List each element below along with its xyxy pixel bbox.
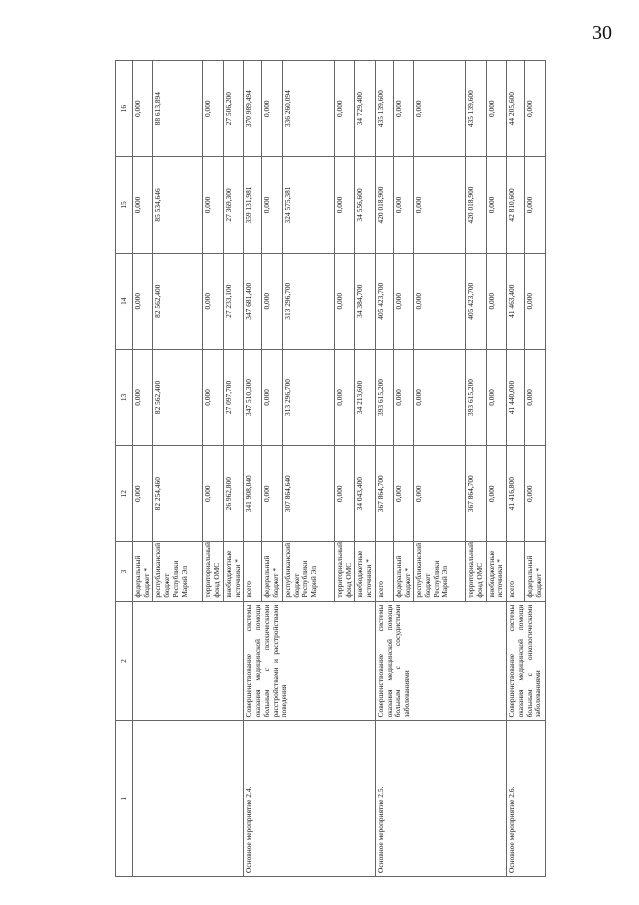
value-cell: 0,000 (262, 157, 282, 253)
column-header: 15 (116, 157, 133, 253)
value-cell: 0,000 (393, 446, 413, 542)
value-cell: 0,000 (262, 349, 282, 445)
value-cell: 0,000 (393, 349, 413, 445)
funding-source: федеральный бюджет * (262, 542, 282, 601)
value-cell: 0,000 (262, 61, 282, 157)
value-cell: 26 962,800 (223, 446, 243, 542)
value-cell: 44 205,600 (507, 61, 525, 157)
value-cell: 0,000 (525, 253, 545, 349)
value-cell: 85 534,646 (153, 157, 203, 253)
value-cell: 0,000 (525, 157, 545, 253)
table-row (244, 61, 262, 877)
value-cell: 313 296,700 (282, 349, 334, 445)
value-cell: 0,000 (334, 61, 354, 157)
column-header: 13 (116, 349, 133, 445)
value-cell: 435 139,600 (466, 61, 486, 157)
budget-table (115, 60, 546, 877)
funding-source: всего (244, 542, 262, 601)
funding-source: республиканский бюджет Республики Марий Эл (282, 542, 334, 601)
value-cell: 0,000 (203, 253, 223, 349)
table-row (133, 61, 153, 877)
funding-source: всего (507, 542, 525, 601)
funding-source: республиканский бюджет Республики Марий Эл (414, 542, 466, 601)
value-cell: 341 908,040 (244, 446, 262, 542)
column-header: 3 (116, 542, 133, 601)
measure-cell: Основное мероприятие 2.4. (244, 721, 375, 877)
value-cell: 0,000 (133, 61, 153, 157)
value-cell: 405 423,700 (466, 253, 486, 349)
rotated-table-page (115, 60, 639, 877)
value-cell: 347 681,400 (244, 253, 262, 349)
value-cell: 34 729,400 (355, 61, 375, 157)
value-cell: 0,000 (334, 253, 354, 349)
value-cell: 0,000 (334, 349, 354, 445)
value-cell: 0,000 (414, 446, 466, 542)
value-cell: 34 213,600 (355, 349, 375, 445)
value-cell: 34 384,700 (355, 253, 375, 349)
description-cell: Совершенствование системы оказания медицинской помощи больным с психическими расстройствами и расстройствами поведения (244, 601, 375, 721)
value-cell: 0,000 (525, 446, 545, 542)
value-cell: 0,000 (393, 61, 413, 157)
value-cell: 0,000 (133, 157, 153, 253)
funding-source: территориальный фонд ОМС (466, 542, 486, 601)
table-row (507, 61, 525, 877)
value-cell: 359 131,981 (244, 157, 262, 253)
value-cell: 0,000 (393, 157, 413, 253)
funding-source: внебюджетные источники * (355, 542, 375, 601)
value-cell: 0,000 (486, 349, 506, 445)
funding-source: внебюджетные источники * (486, 542, 506, 601)
value-cell: 0,000 (262, 253, 282, 349)
value-cell: 405 423,700 (375, 253, 393, 349)
funding-source: внебюджетные источники * (223, 542, 243, 601)
value-cell: 367 864,700 (375, 446, 393, 542)
value-cell: 0,000 (262, 446, 282, 542)
value-cell: 0,000 (414, 61, 466, 157)
value-cell: 82 562,400 (153, 253, 203, 349)
value-cell: 0,000 (133, 446, 153, 542)
value-cell: 420 018,900 (466, 157, 486, 253)
value-cell: 82 562,400 (153, 349, 203, 445)
funding-source: федеральный бюджет * (525, 542, 545, 601)
value-cell: 41 416,800 (507, 446, 525, 542)
value-cell: 34 556,600 (355, 157, 375, 253)
column-header: 14 (116, 253, 133, 349)
value-cell: 393 615,200 (466, 349, 486, 445)
description-cell: Совершенствование системы оказания медицинской помощи больным с онкологическими заболеваниями (507, 601, 545, 721)
funding-source: территориальный фонд ОМС (203, 542, 223, 601)
funding-source: федеральный бюджет * (133, 542, 153, 601)
value-cell: 0,000 (525, 61, 545, 157)
value-cell: 0,000 (414, 349, 466, 445)
value-cell: 0,000 (334, 446, 354, 542)
funding-source: всего (375, 542, 393, 601)
value-cell: 0,000 (486, 61, 506, 157)
value-cell: 42 810,600 (507, 157, 525, 253)
value-cell: 0,000 (486, 253, 506, 349)
measure-cell: Основное мероприятие 2.6. (507, 721, 545, 877)
value-cell: 0,000 (203, 157, 223, 253)
value-cell: 0,000 (414, 253, 466, 349)
value-cell: 393 615,200 (375, 349, 393, 445)
funding-source: республиканский бюджет Республики Марий Эл (153, 542, 203, 601)
value-cell: 0,000 (486, 446, 506, 542)
value-cell: 82 254,460 (153, 446, 203, 542)
value-cell: 34 043,400 (355, 446, 375, 542)
column-header: 1 (116, 721, 133, 877)
value-cell: 0,000 (334, 157, 354, 253)
column-header: 2 (116, 601, 133, 721)
value-cell: 370 989,494 (244, 61, 262, 157)
value-cell: 313 296,700 (282, 253, 334, 349)
value-cell: 336 260,094 (282, 61, 334, 157)
funding-source: федеральный бюджет * (393, 542, 413, 601)
value-cell: 0,000 (525, 349, 545, 445)
value-cell: 27 233,100 (223, 253, 243, 349)
value-cell: 41 463,400 (507, 253, 525, 349)
value-cell: 0,000 (203, 61, 223, 157)
value-cell: 27 506,200 (223, 61, 243, 157)
value-cell: 0,000 (393, 253, 413, 349)
value-cell: 367 864,700 (466, 446, 486, 542)
measure-cell (133, 721, 244, 877)
column-header: 16 (116, 61, 133, 157)
value-cell: 307 864,640 (282, 446, 334, 542)
column-header: 12 (116, 446, 133, 542)
value-cell: 435 139,600 (375, 61, 393, 157)
value-cell: 0,000 (486, 157, 506, 253)
value-cell: 347 510,300 (244, 349, 262, 445)
value-cell: 0,000 (133, 349, 153, 445)
value-cell: 27 097,700 (223, 349, 243, 445)
table-row (375, 61, 393, 877)
funding-source: территориальный фонд ОМС (334, 542, 354, 601)
description-cell (133, 601, 244, 721)
value-cell: 0,000 (133, 253, 153, 349)
value-cell: 0,000 (203, 446, 223, 542)
column-number-row (116, 61, 133, 877)
value-cell: 41 440,000 (507, 349, 525, 445)
measure-cell: Основное мероприятие 2.5. (375, 721, 506, 877)
value-cell: 0,000 (414, 157, 466, 253)
value-cell: 27 369,300 (223, 157, 243, 253)
description-cell: Совершенствование системы оказания медицинской помощи больным с сосудистыми заболеваниями (375, 601, 506, 721)
value-cell: 88 613,894 (153, 61, 203, 157)
value-cell: 0,000 (203, 349, 223, 445)
value-cell: 324 575,381 (282, 157, 334, 253)
value-cell: 420 018,900 (375, 157, 393, 253)
page-number: 30 (592, 22, 612, 44)
